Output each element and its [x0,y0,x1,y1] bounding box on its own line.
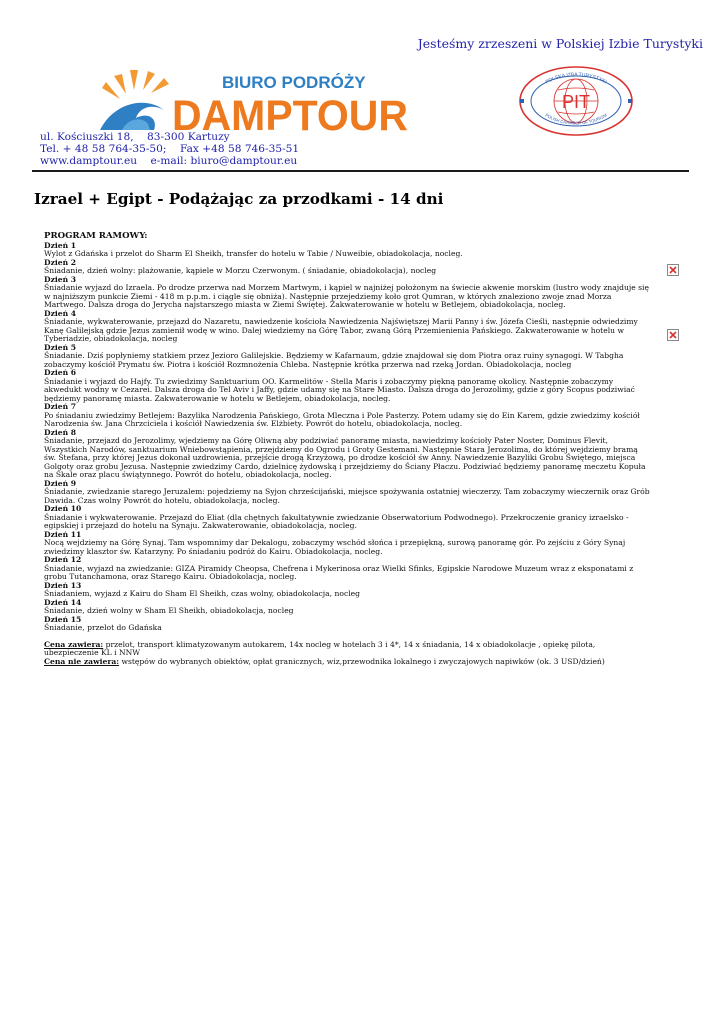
tagline: Jesteśmy zrzeszeni w Polskiej Izbie Turystyki [417,36,703,51]
contact-block [40,131,299,168]
day-label: Dzień 2 [44,257,77,267]
day-label: Dzień 5 [44,342,77,352]
price-excludes [44,658,652,667]
day-label: Dzień 14 [44,597,82,607]
day-label: Dzień 1 [44,240,77,250]
day-label: Dzień 7 [44,402,77,411]
day-label: Dzień 4 [44,308,77,318]
day-description: Śniadanie, przejazd do Jerozolimy, wjedziemy na Górę Oliwną aby podziwiać panoramę miasta, nawiedzimy kościoły Pater Noster, Dominus Flevit, Wszystkich Narodów, sanktuarium Wniebowstąpienia, przejdziemy do Ogrodu i Groty Gestemani. Następnie Stara Jerozolima, do której wejdziemy bramą św. Stefana, przy której Jezus dokonał uzdrowienia, przejście drogą Krzyżową, po drodze kościół św Anny. Nawiedzenie Bazyliki Grobu Świętego, miejsca Golgoty oraz grobu Jezusa. Następnie zwiedzimy Cardo, dzielnicę żydowską i przejdziemy do Ściany Płaczu. Podziwiać będziemy panoramę meczetu Kopuła na Skale oraz placu świątynnego. Powrót do hotelu, obiadokolacja, nocleg. [44,436,646,479]
day-description: Śniadanie, wyjazd na zwiedzanie: GIZA Piramidy Cheopsa, Chefrena i Mykerinosa oraz Wielki Sfinks, Egipskie Narodowe Muzeum wraz z eksponatami z grobu Tutanchamona, oraz Starego Kairu. Obiadokolacja, nocleg. [44,563,634,581]
price-includes-text: przelot, transport klimatyzowanym autokarem, 14x nocleg w hotelach 3 i 4*, 14 x śniadania, 14 x obiadokolacje , opiekę pilota, ubezpieczenie KL i NNW [44,639,596,657]
day-description: Śniadanie, wykwaterowanie, przejazd do Nazaretu, nawiedzenie kościoła Nawiedzenia Najświętszej Marii Panny i św. Józefa Cieśli, następnie odwiedzimy Kanę Galilejską gdzie Jezus zamienił wodę w wino. Dalej wiedziemy na Górę Tabor, zwaną Górą Przemienienia Pańskiego. Zakwaterowanie w hotelu w Tyberiadzie, obiadokolacja, nocleg [44,317,638,343]
header-divider [32,170,689,172]
program-heading: PROGRAM RAMOWY: [44,231,148,241]
day-label: Dzień 3 [44,274,77,284]
contact-web-email[interactable]: www.damptour.eu e-mail: biuro@damptour.eu [40,155,298,168]
day-label: Dzień 8 [44,427,77,437]
contact-phones: Tel. + 48 58 764-35-50; Fax +48 58 746-35-51 [40,143,300,156]
price-excludes-text: wstępów do wybranych obiektów, opłat granicznych, wiz,przewodnika lokalnego i zwyczajowych napiwków (ok. 3 USD/dzień) [119,656,605,666]
page-title: Izrael + Egipt - Podążając za przodkami - 14 dni [34,190,444,208]
damptour-logo [96,66,416,136]
day-label: Dzień 6 [44,368,77,377]
day-label: Dzień 12 [44,555,82,564]
day-label: Dzień 11 [44,529,82,539]
price-includes-label: Cena zawiera: [44,639,104,649]
program-days [44,242,652,633]
day-description: Śniadanie, dzień wolny: plażowanie, kąpiele w Morzu Czerwonym. ( śniadanie, obiadokolacja), nocleg [44,266,437,275]
day-label: Dzień 9 [44,478,77,488]
day-description: Śniadanie wyjazd do Izraela. Po drodze przerwa nad Morzem Martwym, i kąpiel w najniżej położonym na świecie akwenie morskim (lustro wody znajduje się w najniższym punkcie Ziemi - 418 m p.p.m. i ciągle się obniża). Następnie przejedziemy koło grot Qumran, w których znaleziono zwoje znad Morza Martwego. Dalsza droga do Jerycha najstarszego miasta w Ziemi Świętej. Zakwaterowanie w hotelu w Betlejem, obiadokolacja, nocleg. [44,283,649,309]
sun-rays-icon [102,70,169,99]
day-description: Wylot z Gdańska i przelot do Sharm El Sheikh, transfer do hotelu w Tabie / Nuweibie, obiadokolacja, nocleg. [44,249,463,258]
wave-icon [100,103,164,130]
price-includes [44,641,652,658]
day-description: Śniadanie i wyjazd do Hajfy. Tu zwiedzimy Sanktuarium OO. Karmelitów - Stella Maris i zobaczymy piękną panoramę okolicy. Następnie zobaczymy akwedukt wodny w Cezarei. Dalsza droga do Tel Aviv i Jaffy, gdzie udamy się na Stare Miasto. Dalsza droga do Jerozolimy, gdzie z góry Scopus podziwiać będziemy panoramę miasta. Zakwaterowanie w hotelu w Betlejem, obiadokolacja, nocleg. [44,376,635,403]
day-description: Po śniadaniu zwiedzimy Betlejem: Bazylika Narodzenia Pańskiego, Grota Mleczna i Pole Pasterzy. Potem udamy się do Ein Karem, gdzie zwiedzimy kościół Narodzenia św. Jana Chrzciciela i kościół Nawiedzenia św. Elżbiety. Powrót do hotelu, obiadokolacja, nocleg. [44,410,640,428]
price-excludes-label: Cena nie zawiera: [44,656,120,666]
day-label: Dzień 13 [44,580,82,590]
broken-image-icon [667,264,679,276]
day-description: Nocą wejdziemy na Górę Synaj. Tam wspomnimy dar Dekalogu, zobaczymy wschód słońca i przepiękną, surową panoramę gór. Po zejściu z Góry Synaj zwiedzimy klasztor św. Katarzyny. Po śniadaniu podróż do Kairu. Obiadokolacja, nocleg. [44,538,626,556]
contact-address: ul. Kościuszki 18, 83-300 Kartuzy [40,131,230,143]
day-label: Dzień 10 [44,504,82,513]
broken-image-icon [667,329,679,341]
program-section [44,232,652,666]
day-description: Śniadanie, przelot do Gdańska [44,623,162,632]
day-description: Śniadanie. Dziś popłyniemy statkiem przez Jezioro Galilejskie. Będziemy w Kafarnaum, gdzie znajdował się dom Piotra oraz ruiny synagogi. W Tabgha zobaczymy kościół Prymatu św. Piotra i kościół Rozmnożenia Chleba. Następnie krótka przerwa nad rzeką Jordan. Obiadokolacja, nocleg [44,351,624,369]
seal-text: PIT [561,92,591,112]
day-description: Śniadaniem, wyjazd z Kairu do Sham El Sheikh, czas wolny, obiadokolacja, nocleg [44,589,361,598]
logo-line2: DAMPTOUR [172,92,408,136]
day-label: Dzień 15 [44,614,82,624]
logo-line1: BIURO PODRÓŻY [222,73,366,92]
day-description: Śniadanie, zwiedzanie starego Jeruzalem: pojedziemy na Syjon chrześcijański, miejsce spożywania ostatniej wieczerzy. Tam zobaczymy wieczernik oraz Grób Dawida. Czas wolny Powrót do hotelu, obiadokolacja, nocleg. [44,487,650,505]
seal-ring-bottom: POLISH CHAMBER OF TOURISM [544,112,608,126]
day-description: Śniadanie i wykwaterowanie. Przejazd do Eliat (dla chętnych fakultatywnie zwiedzanie Obserwatorium Podwodnego). Przekroczenie granicy izraelsko - egipskiej i przejazd do hotelu na Synaju. Zakwaterowanie, obiadokolacja, nocleg. [44,512,629,530]
seal-ring-top: POLSKA IZBA TURYSTYKI [544,71,608,86]
pit-seal-logo [516,64,636,138]
day-description: Śniadanie, dzień wolny w Sham El Sheikh, obiadokolacja, nocleg [44,606,294,615]
